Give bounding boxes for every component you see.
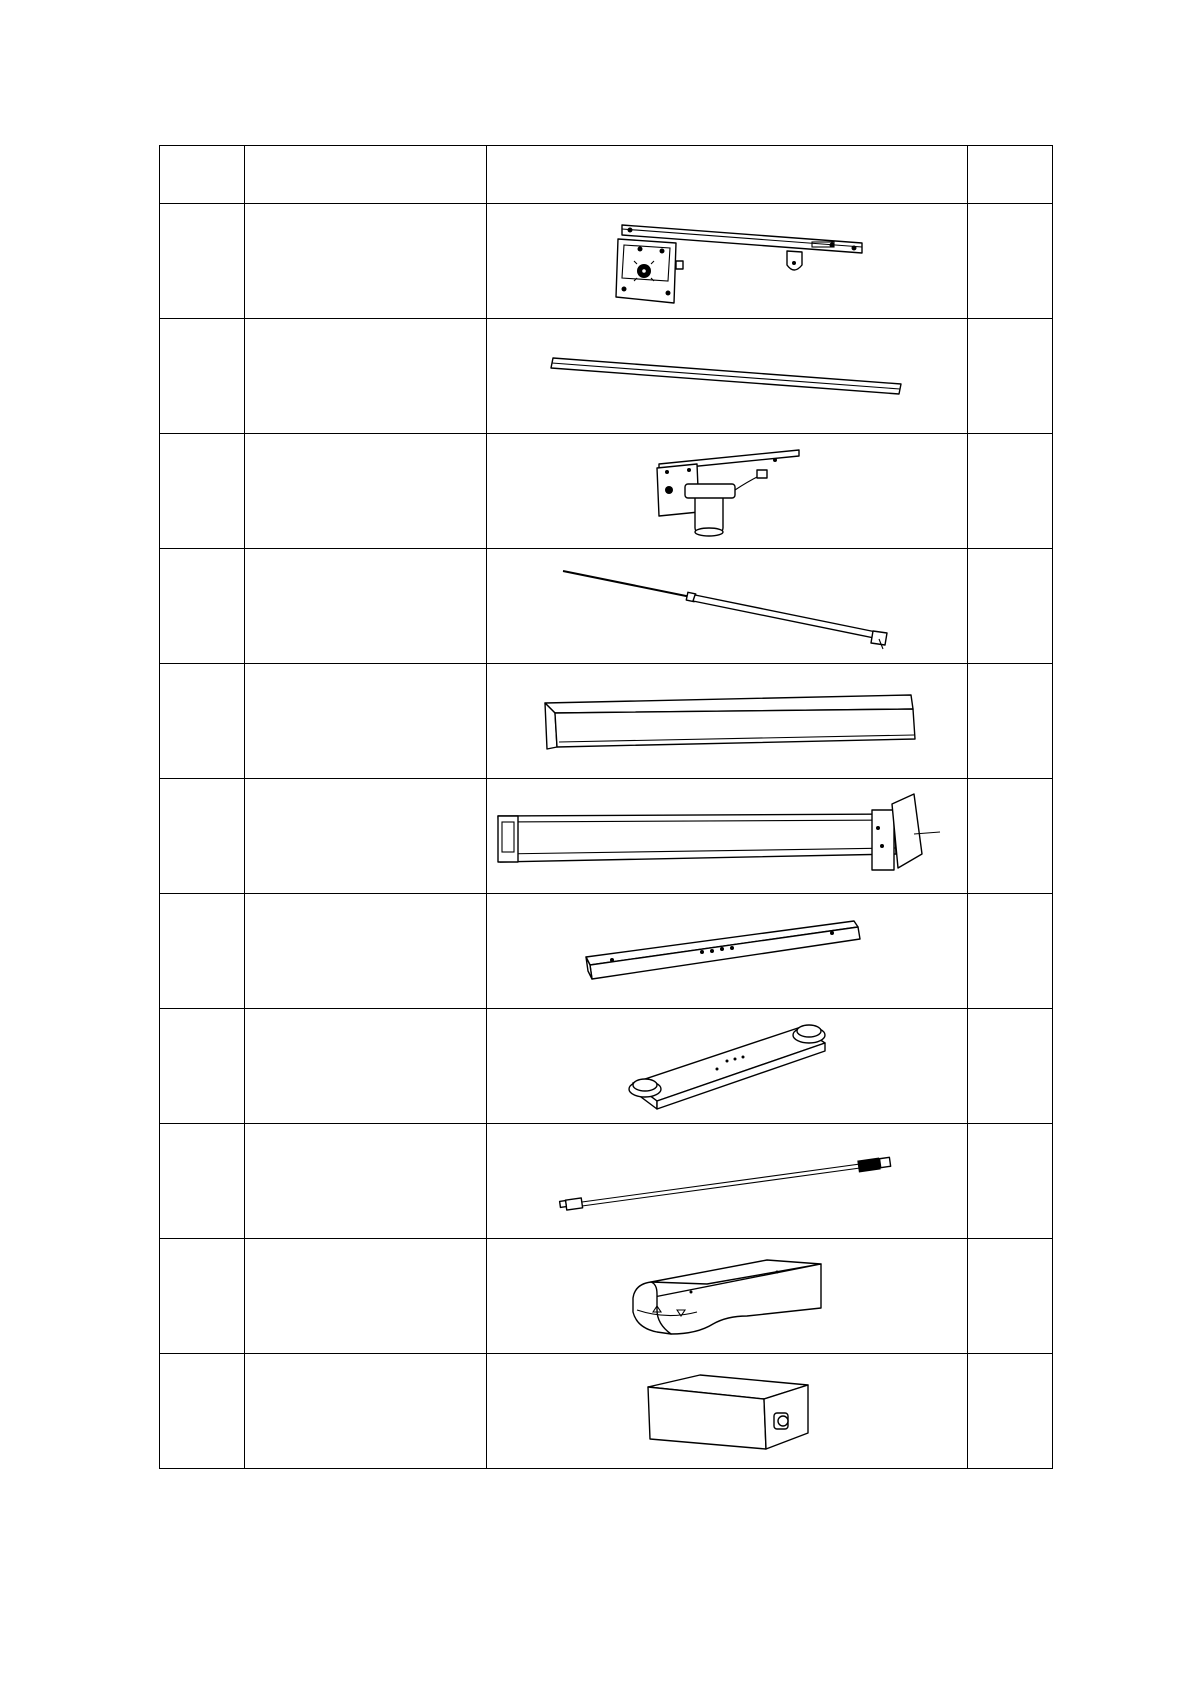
control-box-icon bbox=[642, 1369, 812, 1453]
cell-name bbox=[245, 664, 487, 779]
cell-picture bbox=[487, 549, 968, 664]
crossbar-beam-icon bbox=[494, 788, 960, 884]
cell-qty bbox=[968, 664, 1053, 779]
cell-name bbox=[245, 779, 487, 894]
cell-name bbox=[245, 204, 487, 319]
header-qty bbox=[968, 146, 1053, 204]
cell-picture bbox=[487, 204, 968, 319]
cell-no bbox=[160, 204, 245, 319]
hex-shaft-icon bbox=[557, 561, 897, 651]
cell-name bbox=[245, 1239, 487, 1354]
cell-qty bbox=[968, 1354, 1053, 1469]
cell-no bbox=[160, 549, 245, 664]
cell-picture bbox=[487, 664, 968, 779]
cell-no bbox=[160, 1354, 245, 1469]
cell-qty bbox=[968, 204, 1053, 319]
table-row bbox=[160, 1009, 1053, 1124]
table-header-row bbox=[160, 146, 1053, 204]
cell-picture bbox=[487, 1239, 968, 1354]
cell-picture bbox=[487, 434, 968, 549]
table-row bbox=[160, 549, 1053, 664]
table-row bbox=[160, 1354, 1053, 1469]
cell-no bbox=[160, 894, 245, 1009]
cell-qty bbox=[968, 1124, 1053, 1239]
cell-picture bbox=[487, 1354, 968, 1469]
table-row bbox=[160, 894, 1053, 1009]
cell-no bbox=[160, 1239, 245, 1354]
cell-no bbox=[160, 1124, 245, 1239]
cell-no bbox=[160, 664, 245, 779]
cell-qty bbox=[968, 894, 1053, 1009]
header-no bbox=[160, 146, 245, 204]
rod-icon bbox=[547, 346, 907, 406]
table-row bbox=[160, 204, 1053, 319]
cell-name bbox=[245, 319, 487, 434]
cell-name bbox=[245, 1124, 487, 1239]
bracket-with-gear-icon bbox=[582, 215, 872, 307]
cell-qty bbox=[968, 1239, 1053, 1354]
handset-controller-icon bbox=[627, 1254, 827, 1338]
cell-picture bbox=[487, 894, 968, 1009]
cell-qty bbox=[968, 434, 1053, 549]
table-row bbox=[160, 1124, 1053, 1239]
header-picture bbox=[487, 146, 968, 204]
cell-name bbox=[245, 434, 487, 549]
parts-table bbox=[159, 145, 1053, 1469]
square-tube-icon bbox=[582, 911, 872, 991]
cell-qty bbox=[968, 549, 1053, 664]
table-row bbox=[160, 779, 1053, 894]
cell-qty bbox=[968, 1009, 1053, 1124]
angle-profile-icon bbox=[537, 689, 917, 753]
motor-bracket-icon bbox=[647, 442, 807, 540]
cell-no bbox=[160, 319, 245, 434]
table-row bbox=[160, 664, 1053, 779]
cell-picture bbox=[487, 1009, 968, 1124]
cell-name bbox=[245, 1009, 487, 1124]
cell-name bbox=[245, 894, 487, 1009]
cell-no bbox=[160, 779, 245, 894]
cell-no bbox=[160, 1009, 245, 1124]
table-row bbox=[160, 434, 1053, 549]
table-row bbox=[160, 1239, 1053, 1354]
cell-picture bbox=[487, 319, 968, 434]
cell-no bbox=[160, 434, 245, 549]
cell-picture bbox=[487, 779, 968, 894]
cable-icon bbox=[552, 1141, 902, 1221]
cell-qty bbox=[968, 319, 1053, 434]
cell-qty bbox=[968, 779, 1053, 894]
cell-name bbox=[245, 549, 487, 664]
table-row bbox=[160, 319, 1053, 434]
cell-picture bbox=[487, 1124, 968, 1239]
header-name bbox=[245, 146, 487, 204]
cell-name bbox=[245, 1354, 487, 1469]
foot-base-icon bbox=[617, 1017, 837, 1115]
